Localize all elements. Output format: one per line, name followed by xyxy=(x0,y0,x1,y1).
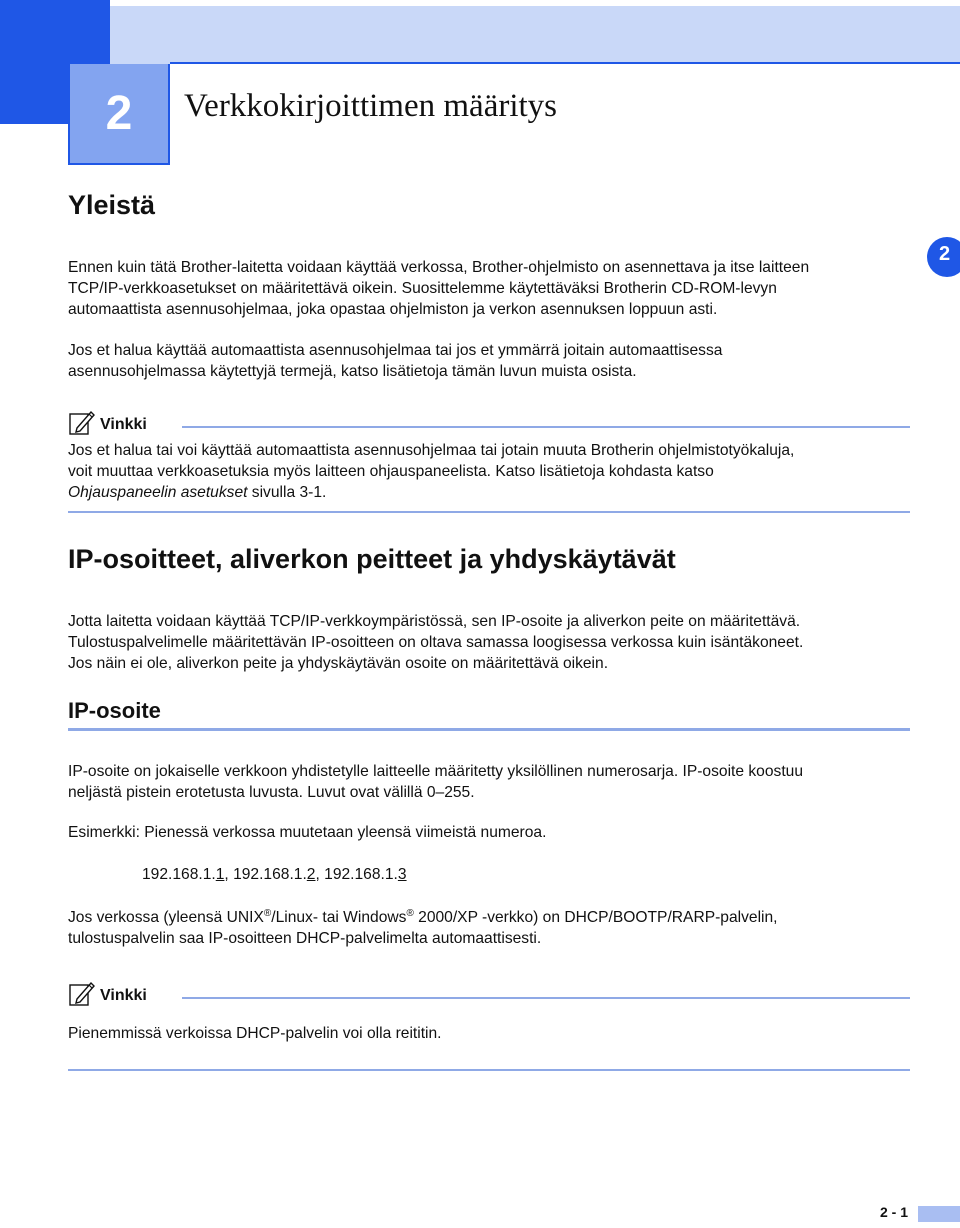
note-text: Jos et halua tai voi käyttää automaattista asennusohjelmaa tai jotain muuta Brotherin ohjelmistotyökaluja, voit muuttaa verkkoasetuksia myös laitteen ohjauspaneelista. Katso lisätietoja kohdasta katso Ohjauspaneelin asetukset sivulla 3-1. xyxy=(68,442,795,501)
footer-bar xyxy=(918,1206,960,1222)
paragraph-intro: Ennen kuin tätä Brother-laitetta voidaan käyttää verkossa, Brother-ohjelmisto on asennettava ja itse laitteen TCP/IP-verkkoasetukset on määritettävä oikein. Suosittelemme käytettäväksi Brotherin CD-ROM-levyn automaattista asennusohjelmaa, joka opastaa ohjelmiston ja verkon asennuksen loppuun asti. xyxy=(68,259,810,318)
note-header xyxy=(68,977,147,1007)
chapter-number-box xyxy=(68,64,170,165)
paragraph-example-intro: Esimerkki: Pienessä verkossa muutetaan yleensä viimeistä numeroa. xyxy=(68,824,547,841)
chapter-number: 2 xyxy=(105,87,133,140)
chapter-tab-number: 2 xyxy=(939,243,951,265)
note-cross-reference[interactable]: Ohjauspaneelin asetukset xyxy=(68,484,248,501)
note-label: Vinkki xyxy=(100,416,147,433)
section-heading-yleista: Yleistä xyxy=(68,190,156,220)
paragraph-dhcp: Jos verkossa (yleensä UNIX®/Linux- tai Windows® 2000/XP -verkko) on DHCP/BOOTP/RARP-palvelin, tulostuspalvelin saa IP-osoitteen DHCP-palvelimelta automaattisesti. xyxy=(68,908,778,947)
note-label: Vinkki xyxy=(100,987,147,1004)
header-band xyxy=(110,6,960,64)
note-end-rule xyxy=(68,511,910,513)
note-text: Pienemmissä verkoissa DHCP-palvelin voi olla reititin. xyxy=(68,1025,442,1042)
ip-last-octet: 3 xyxy=(397,866,407,883)
header-rule xyxy=(170,62,960,64)
ip-example-list: 192.168.1.1, 192.168.1.2, 192.168.1.3 xyxy=(142,866,407,883)
note-rule xyxy=(182,426,910,428)
subsection-heading-ip-osoite: IP-osoite xyxy=(68,698,161,723)
note-header xyxy=(68,406,147,436)
note-rule xyxy=(182,997,910,999)
page-number: 2 - 1 xyxy=(880,1204,909,1220)
registered-mark: ® xyxy=(263,908,272,919)
registered-mark: ® xyxy=(406,908,414,919)
note-pencil-icon xyxy=(68,979,96,1007)
chapter-title: Verkkokirjoittimen määritys xyxy=(184,88,558,124)
paragraph-tcpip: Jotta laitetta voidaan käyttää TCP/IP-verkkoympäristössä, sen IP-osoite ja aliverkon peite on määritettävä. Tulostuspalvelimelle määritettävän IP-osoitteen on oltava samassa loogisessa verkossa kuin isäntäkoneet. Jos näin ei ole, aliverkon peite ja yhdyskäytävän osoite on määritettävä oikein. xyxy=(68,613,804,672)
paragraph-installer: Jos et halua käyttää automaattista asennusohjelmaa tai jos et ymmärrä joitain automaattisessa asennusohjelmassa käytettyjä termejä, katso lisätietoja tämän luvun muista osista. xyxy=(68,342,723,380)
note-pencil-icon xyxy=(68,408,96,436)
paragraph-ip-definition: IP-osoite on jokaiselle verkkoon yhdistetylle laitteelle määritetty yksilöllinen numerosarja. IP-osoite koostuu neljästä pistein erotetusta luvusta. Luvut ovat välillä 0–255. xyxy=(68,763,803,801)
section-heading-ip: IP-osoitteet, aliverkon peitteet ja yhdyskäytävät xyxy=(68,544,676,574)
ip-last-octet: 2 xyxy=(306,866,316,883)
subsection-rule xyxy=(68,728,910,731)
note-end-rule xyxy=(68,1069,910,1071)
ip-last-octet: 1 xyxy=(215,866,225,883)
